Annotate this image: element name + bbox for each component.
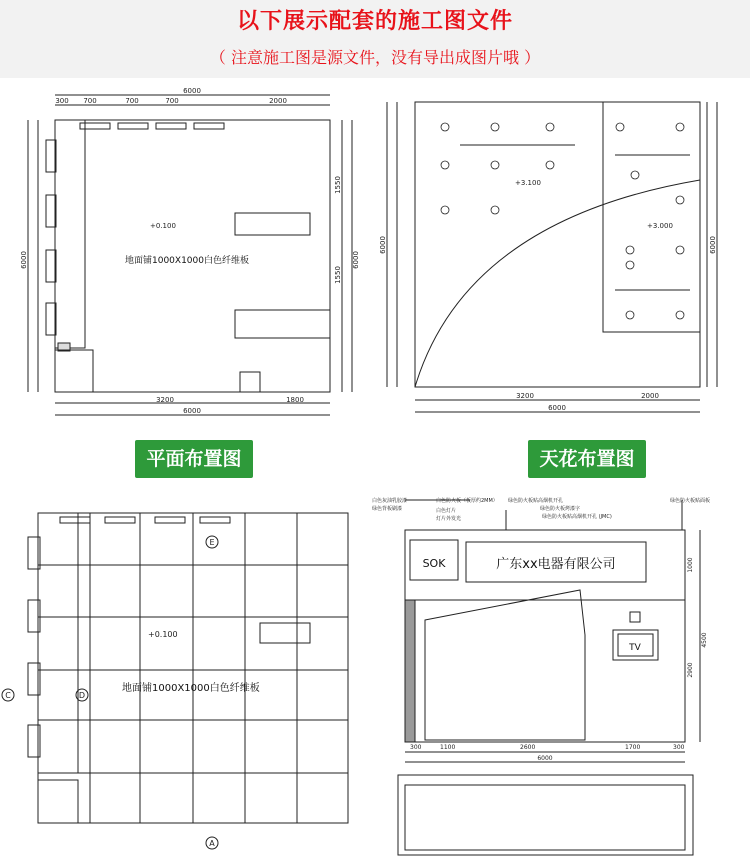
elev-bottom-dim-0: 300	[410, 744, 422, 751]
floor-top-dim: 700	[83, 97, 97, 105]
floor-right-total: 6000	[352, 251, 360, 269]
floor-top-dim-last: 2000	[269, 97, 287, 105]
note-right: 绿色防火板贴面板	[670, 498, 711, 504]
ceiling-level-1: +3.100	[515, 179, 541, 187]
elev-bottom-dim-4: 300	[673, 744, 685, 751]
note-c: 绿色防火板贴高烟机开孔 (JMC)	[542, 514, 612, 520]
floor-top-dim: 700	[165, 97, 179, 105]
ceiling-bottom-dim: 2000	[641, 392, 659, 400]
ceiling-level-2: +3.000	[647, 222, 673, 230]
floor-bottom-total: 6000	[183, 407, 201, 415]
ceiling-bottom-total: 6000	[548, 404, 566, 412]
note-mid-1: 白色灯片	[436, 508, 457, 514]
note-mid-2: 灯片外发光	[436, 516, 462, 522]
logo-box: SOK	[422, 557, 446, 570]
ceiling-bottom-dim: 3200	[516, 392, 534, 400]
floor-bottom-dim: 3200	[156, 396, 174, 404]
elev-right-dim-2: 4500	[701, 632, 708, 648]
marker-c: C	[5, 691, 11, 700]
elev-bottom-total: 6000	[537, 755, 553, 762]
elevation-drawing	[370, 490, 745, 860]
floor-right-dim: 1550	[334, 266, 342, 284]
marker-e: E	[209, 538, 215, 547]
note-left-0: 白色灰油乳胶漆	[372, 498, 408, 504]
elev-bottom-dim-2: 2600	[520, 744, 536, 751]
company-name: 广东xx电器有限公司	[496, 557, 616, 572]
floor-plan-drawing	[20, 85, 360, 420]
floor-left-total: 6000	[20, 251, 28, 269]
elev-bottom-dim-1: 1100	[440, 744, 456, 751]
tv-label: TV	[629, 643, 641, 653]
elev-right-dim-0: 1000	[687, 557, 694, 573]
floor-grid-level: +0.100	[148, 630, 178, 639]
elev-right-dim-1: 2900	[687, 662, 694, 678]
marker-a: A	[209, 839, 215, 848]
floor-top-total: 6000	[183, 87, 201, 95]
floor-grid-drawing	[0, 505, 360, 860]
floor-level: +0.100	[150, 222, 176, 230]
note-mid-0: 白色防火板（板厚约2MM）	[436, 498, 498, 504]
floor-note: 地面铺1000X1000白色纤维板	[125, 256, 249, 266]
floor-top-dim-first: 300	[55, 97, 69, 105]
ceiling-plan-label: 天花布置图	[528, 440, 646, 478]
page-title: 以下展示配套的施工图文件	[236, 9, 513, 34]
floor-plan-label: 平面布置图	[135, 440, 253, 478]
floor-grid-note: 地面铺1000X1000白色纤维板	[122, 683, 260, 694]
marker-d: D	[78, 691, 86, 700]
elev-bottom-dim-3: 1700	[625, 744, 641, 751]
note-a: 绿色防火板贴高烟机开孔	[508, 498, 564, 504]
floor-bottom-dim: 1800	[286, 396, 304, 404]
floor-top-dim: 700	[125, 97, 139, 105]
ceiling-plan-drawing	[375, 90, 720, 420]
floor-right-dim: 1550	[334, 176, 342, 194]
page-subtitle: （ 注意施工图是源文件，没有导出成图片哦 ）	[209, 48, 541, 67]
note-b: 绿色防火板烤漆字	[540, 506, 581, 512]
ceiling-right-total: 6000	[709, 236, 717, 254]
note-left-1: 绿色背板刷漆	[372, 506, 403, 512]
ceiling-left-total: 6000	[379, 236, 387, 254]
